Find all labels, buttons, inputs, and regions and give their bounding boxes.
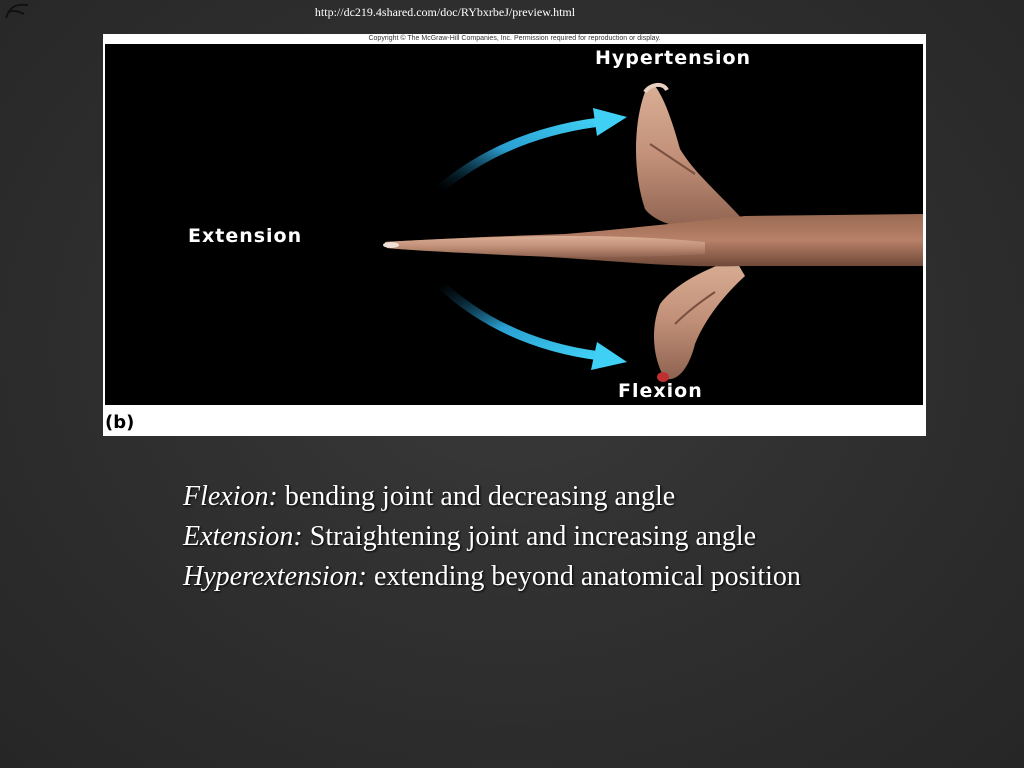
definition-extension [183, 519, 803, 555]
definition-hyperextension [183, 559, 803, 595]
definitions-list [183, 479, 803, 599]
definition-text: Straightening joint and increasing angle [302, 521, 757, 552]
term-extension: Extension: [183, 521, 303, 552]
definition-text: bending joint and decreasing angle [277, 481, 676, 512]
wrist-motion-photo [105, 44, 923, 405]
definition-text: extending beyond anatomical position [367, 561, 801, 592]
term-flexion: Flexion: [183, 481, 278, 512]
copyright-notice: Copyright © The McGraw-Hill Companies, Inc. Permission required for reproduction or display. [368, 35, 661, 42]
definition-flexion [183, 479, 803, 515]
hyperextended-hand [636, 85, 745, 229]
extended-arm [383, 214, 923, 266]
term-hyperextension: Hyperextension: [183, 561, 367, 592]
hyperextension-arrow [440, 108, 627, 189]
flexed-hand [654, 259, 745, 382]
flexion-arrow [440, 284, 627, 370]
source-url: http://dc219.4shared.com/doc/RYbxrbeJ/preview.html [314, 5, 576, 19]
label-hypertension: Hypertension [595, 47, 752, 69]
figure-panel [103, 34, 926, 436]
panel-letter: (b) [105, 412, 135, 433]
label-extension: Extension [188, 225, 303, 247]
label-flexion: Flexion [618, 380, 703, 402]
